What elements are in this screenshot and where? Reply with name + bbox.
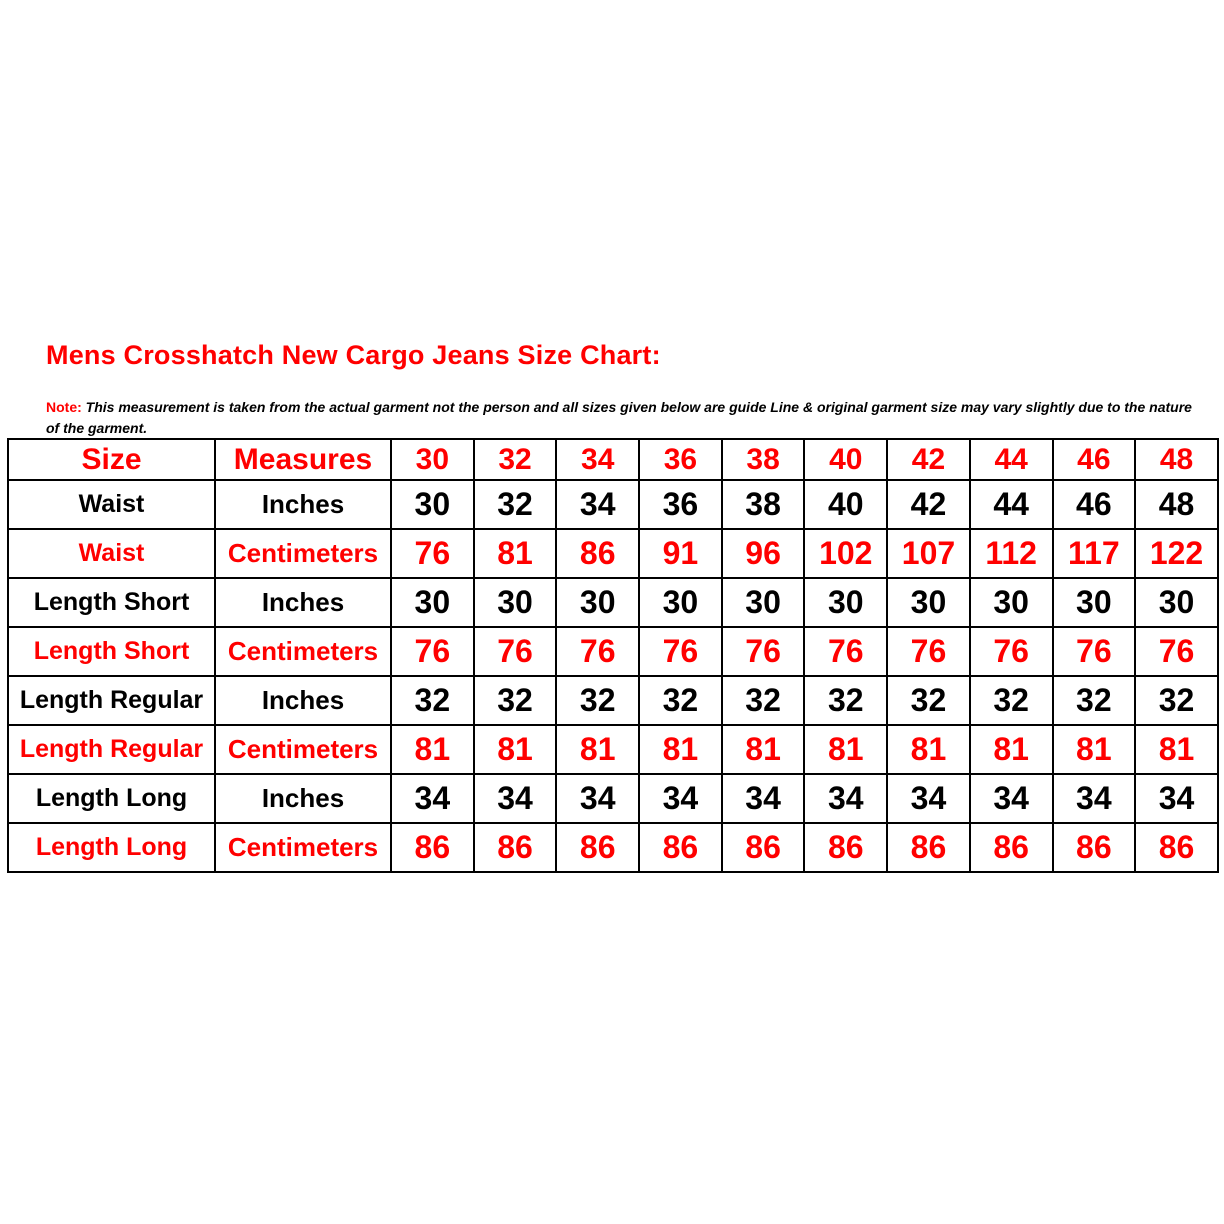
header-size-40: 40 [804, 439, 887, 480]
value-cell: 32 [970, 676, 1053, 725]
value-cell: 86 [391, 823, 474, 872]
value-cell: 102 [804, 529, 887, 578]
value-cell: 81 [722, 725, 805, 774]
header-size-42: 42 [887, 439, 970, 480]
unit-label: Inches [215, 480, 391, 529]
value-cell: 32 [722, 676, 805, 725]
header-measures-label: Measures [215, 439, 391, 480]
value-cell: 32 [639, 676, 722, 725]
value-cell: 81 [970, 725, 1053, 774]
note-text [46, 397, 1206, 439]
header-size-32: 32 [474, 439, 557, 480]
value-cell: 76 [1053, 627, 1136, 676]
table-row [8, 578, 1218, 627]
value-cell: 81 [887, 725, 970, 774]
value-cell: 76 [391, 627, 474, 676]
value-cell: 76 [1135, 627, 1218, 676]
table-row [8, 676, 1218, 725]
value-cell: 32 [1135, 676, 1218, 725]
value-cell: 86 [804, 823, 887, 872]
value-cell: 112 [970, 529, 1053, 578]
value-cell: 36 [639, 480, 722, 529]
value-cell: 86 [556, 529, 639, 578]
value-cell: 117 [1053, 529, 1136, 578]
value-cell: 42 [887, 480, 970, 529]
page-title: Mens Crosshatch New Cargo Jeans Size Chart: [46, 340, 661, 370]
table-header-row [8, 439, 1218, 480]
value-cell: 40 [804, 480, 887, 529]
header-size-46: 46 [1053, 439, 1136, 480]
row-label: Length Short [8, 578, 215, 627]
unit-label: Inches [215, 578, 391, 627]
value-cell: 81 [474, 725, 557, 774]
value-cell: 32 [804, 676, 887, 725]
value-cell: 81 [804, 725, 887, 774]
value-cell: 86 [556, 823, 639, 872]
row-label: Length Regular [8, 676, 215, 725]
row-label: Length Long [8, 823, 215, 872]
value-cell: 86 [474, 823, 557, 872]
value-cell: 30 [391, 578, 474, 627]
value-cell: 34 [722, 774, 805, 823]
value-cell: 76 [804, 627, 887, 676]
value-cell: 76 [639, 627, 722, 676]
unit-label: Centimeters [215, 823, 391, 872]
value-cell: 32 [474, 480, 557, 529]
table-row [8, 774, 1218, 823]
value-cell: 34 [804, 774, 887, 823]
table-row [8, 823, 1218, 872]
value-cell: 34 [887, 774, 970, 823]
value-cell: 46 [1053, 480, 1136, 529]
value-cell: 91 [639, 529, 722, 578]
value-cell: 34 [1135, 774, 1218, 823]
value-cell: 122 [1135, 529, 1218, 578]
row-label: Length Regular [8, 725, 215, 774]
value-cell: 34 [1053, 774, 1136, 823]
value-cell: 44 [970, 480, 1053, 529]
value-cell: 30 [474, 578, 557, 627]
value-cell: 76 [887, 627, 970, 676]
header-size-34: 34 [556, 439, 639, 480]
unit-label: Inches [215, 774, 391, 823]
size-chart-table [7, 438, 1219, 873]
header-size-36: 36 [639, 439, 722, 480]
value-cell: 48 [1135, 480, 1218, 529]
row-label: Length Long [8, 774, 215, 823]
value-cell: 86 [970, 823, 1053, 872]
value-cell: 34 [639, 774, 722, 823]
value-cell: 107 [887, 529, 970, 578]
value-cell: 30 [391, 480, 474, 529]
value-cell: 76 [970, 627, 1053, 676]
value-cell: 86 [722, 823, 805, 872]
value-cell: 81 [391, 725, 474, 774]
table-row [8, 725, 1218, 774]
value-cell: 86 [639, 823, 722, 872]
header-size-48: 48 [1135, 439, 1218, 480]
value-cell: 30 [1135, 578, 1218, 627]
row-label: Waist [8, 480, 215, 529]
value-cell: 76 [722, 627, 805, 676]
value-cell: 32 [887, 676, 970, 725]
value-cell: 76 [474, 627, 557, 676]
value-cell: 76 [391, 529, 474, 578]
value-cell: 86 [1135, 823, 1218, 872]
value-cell: 34 [970, 774, 1053, 823]
value-cell: 81 [556, 725, 639, 774]
value-cell: 81 [1053, 725, 1136, 774]
value-cell: 32 [1053, 676, 1136, 725]
table-row [8, 627, 1218, 676]
value-cell: 34 [556, 480, 639, 529]
note-label: Note: [46, 399, 82, 415]
note-body: This measurement is taken from the actual garment not the person and all sizes given below are guide Line & original garment size may vary slightly due to the nature of the garment. [46, 399, 1192, 436]
value-cell: 30 [722, 578, 805, 627]
unit-label: Centimeters [215, 627, 391, 676]
value-cell: 32 [556, 676, 639, 725]
header-size-44: 44 [970, 439, 1053, 480]
value-cell: 32 [474, 676, 557, 725]
unit-label: Centimeters [215, 529, 391, 578]
header-size-38: 38 [722, 439, 805, 480]
value-cell: 81 [639, 725, 722, 774]
value-cell: 34 [474, 774, 557, 823]
unit-label: Inches [215, 676, 391, 725]
value-cell: 34 [556, 774, 639, 823]
value-cell: 86 [1053, 823, 1136, 872]
value-cell: 32 [391, 676, 474, 725]
value-cell: 76 [556, 627, 639, 676]
value-cell: 38 [722, 480, 805, 529]
table-row [8, 529, 1218, 578]
value-cell: 30 [556, 578, 639, 627]
table-row [8, 480, 1218, 529]
value-cell: 30 [970, 578, 1053, 627]
unit-label: Centimeters [215, 725, 391, 774]
value-cell: 81 [474, 529, 557, 578]
value-cell: 30 [1053, 578, 1136, 627]
value-cell: 96 [722, 529, 805, 578]
value-cell: 30 [639, 578, 722, 627]
value-cell: 30 [887, 578, 970, 627]
value-cell: 81 [1135, 725, 1218, 774]
row-label: Length Short [8, 627, 215, 676]
header-size-30: 30 [391, 439, 474, 480]
value-cell: 34 [391, 774, 474, 823]
row-label: Waist [8, 529, 215, 578]
header-size-label: Size [8, 439, 215, 480]
value-cell: 86 [887, 823, 970, 872]
value-cell: 30 [804, 578, 887, 627]
